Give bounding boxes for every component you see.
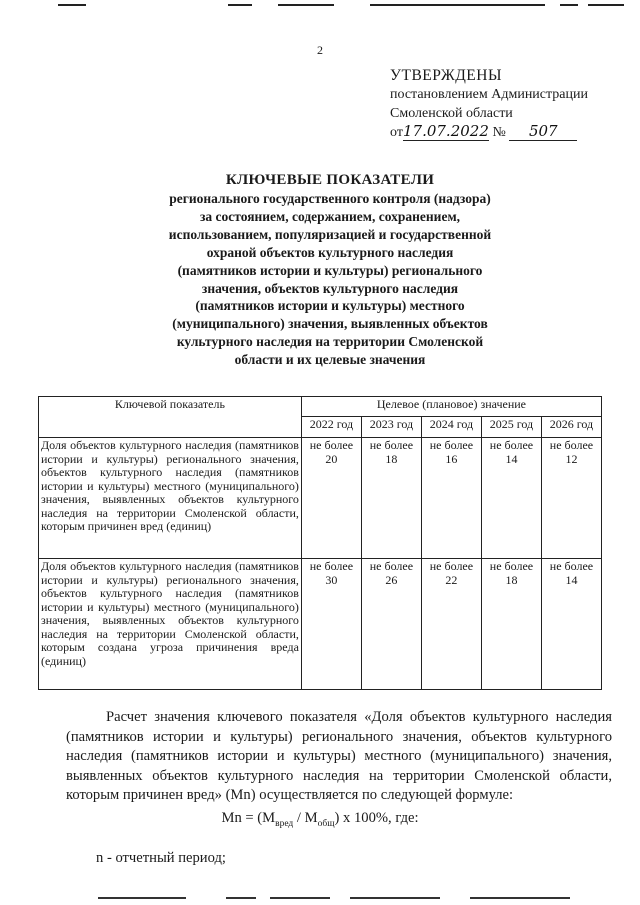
heading-line: использованием, популяризацией и государственной [168,226,492,242]
key-indicators-table [38,396,602,690]
value-prefix: не более [309,559,354,573]
approval-title: УТВЕРЖДЕНЫ [390,67,502,84]
indicator-description: Доля объектов культурного наследия (памятников истории и культуры) регионального значения, объектов культурного наследия (памятников истории и культуры) местного (муниципального) значения, выявленных объектов культурного наследия на территории Смоленской области, которым создана угроза причинения вреда (единиц) [39,559,302,690]
target-value-cell [421,438,481,559]
handwritten-number: 507 [509,124,577,141]
value-prefix: не более [489,438,534,452]
heading-line: культурного наследия на территории Смоленской [176,334,484,350]
year-header: 2022 год [301,417,361,438]
value-number: 22 [445,572,458,587]
scan-bottom-edge [0,897,640,903]
value-number: 20 [325,451,338,466]
heading-line: за состоянием, содержанием, сохранением, [199,208,461,224]
heading-line: области и их целевые значения [234,352,426,368]
target-value-cell [481,559,541,690]
target-value-cell [541,559,601,690]
heading-line: (муниципального) значения, выявленных объектов [172,316,488,332]
target-value-cell [541,438,601,559]
heading-title: КЛЮЧЕВЫЕ ПОКАЗАТЕЛИ [225,172,435,188]
approval-date-line [390,123,630,142]
indicator-column-header: Ключевой показатель [39,397,302,438]
value-prefix: не более [429,559,474,573]
year-header: 2025 год [481,417,541,438]
formula [0,810,640,829]
target-value-cell [301,559,361,690]
heading-line: (памятников истории и культуры) регионального [177,262,483,278]
formula-part: Мn = (М [221,810,276,826]
value-prefix: не более [549,559,594,573]
formula-part: / М [293,810,318,826]
formula-subscript: вред [275,818,294,829]
target-value-cell [481,438,541,559]
period-note: n - отчетный период; [96,850,226,866]
calculation-text: Расчет значения ключевого показателя «Доля объектов культурного наследия (памятников истории и культуры) регионального значения, объектов культурного наследия (памятников истории и культуры) местного (муниципального) значения, выявленных объектов культурного наследия на территории Смоленской области, которым причинен вред» (Мn) осуществляется по следующей формуле: [66,709,612,803]
target-value-cell [301,438,361,559]
page-number: 2 [317,43,323,57]
target-value-cell [421,559,481,690]
value-prefix: не более [489,559,534,573]
heading-line: значения, объектов культурного наследия [201,280,459,296]
value-number: 16 [445,451,458,466]
value-prefix: не более [369,559,414,573]
value-prefix: не более [549,438,594,452]
approval-line-2: Смоленской области [390,106,513,121]
document-heading [100,170,560,369]
formula-subscript: общ [317,818,335,829]
year-header: 2023 год [361,417,421,438]
date-prefix: от [390,125,403,140]
target-value-header: Целевое (плановое) значение [301,397,601,417]
approval-block [390,66,630,142]
value-number: 18 [385,451,398,466]
approval-line-1: постановлением Администрации [390,87,588,102]
formula-part: ) х 100%, где: [334,810,419,826]
value-number: 18 [505,572,518,587]
heading-line: охраной объектов культурного наследия [206,244,454,260]
table-row [39,559,602,690]
heading-line: (памятников истории и культуры) местного [195,298,465,314]
calculation-paragraph [66,708,612,806]
value-prefix: не более [309,438,354,452]
value-prefix: не более [429,438,474,452]
value-number: 14 [565,572,578,587]
heading-line: регионального государственного контроля (надзора) [169,191,491,206]
value-number: 26 [385,572,398,587]
value-prefix: не более [369,438,414,452]
number-prefix: № [492,125,506,140]
handwritten-date: 17.07.2022 [402,122,489,140]
year-header: 2026 год [541,417,601,438]
value-number: 30 [325,572,338,587]
table-row [39,438,602,559]
scan-top-edge [0,4,640,10]
value-number: 14 [505,451,518,466]
target-value-cell [361,438,421,559]
year-header: 2024 год [421,417,481,438]
value-number: 12 [565,451,578,466]
indicator-description: Доля объектов культурного наследия (памятников истории и культуры) регионального значения, объектов культурного наследия (памятников истории и культуры) местного (муниципального) значения, выявленных объектов культурного наследия на территории Смоленской области, которым причинен вред (единиц) [39,438,302,559]
target-value-cell [361,559,421,690]
